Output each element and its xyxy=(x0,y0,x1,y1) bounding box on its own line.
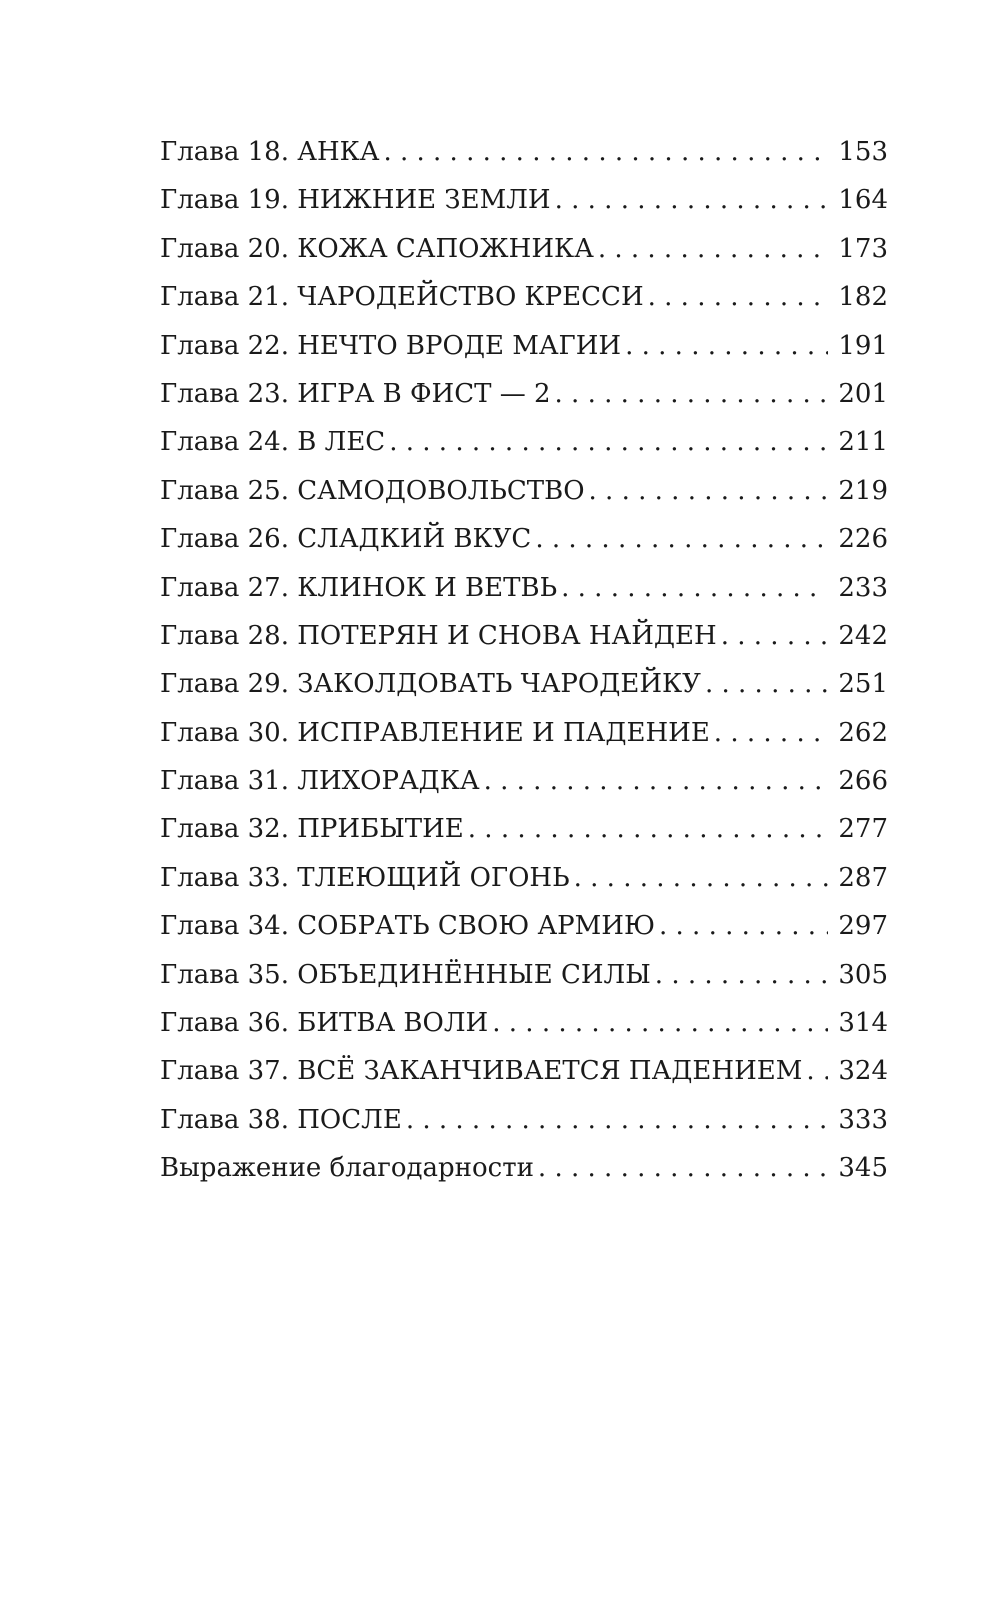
dot-leader xyxy=(535,515,828,563)
toc-entry xyxy=(160,273,888,321)
toc-page-number: 201 xyxy=(838,378,888,409)
toc-page-number: 324 xyxy=(838,1056,888,1087)
dot-leader xyxy=(648,273,829,321)
toc-entry xyxy=(160,1144,888,1192)
dot-leader xyxy=(655,951,829,999)
table-of-contents xyxy=(160,128,888,1193)
dot-leader xyxy=(389,418,828,466)
toc-entry xyxy=(160,1047,888,1095)
toc-page-number: 297 xyxy=(838,911,888,942)
toc-entry-title: Глава 37. ВСЁ ЗАКАНЧИВАЕТСЯ ПАДЕНИЕМ xyxy=(160,1056,803,1087)
toc-entry-title: Глава 28. ПОТЕРЯН И СНОВА НАЙДЕН xyxy=(160,620,717,651)
toc-page-number: 191 xyxy=(838,330,888,361)
toc-page-number: 277 xyxy=(838,814,888,845)
toc-page-number: 287 xyxy=(838,862,888,893)
toc-page-number: 333 xyxy=(838,1104,888,1135)
toc-entry-title: Глава 19. НИЖНИЕ ЗЕМЛИ xyxy=(160,185,551,216)
toc-entry xyxy=(160,854,888,902)
dot-leader xyxy=(806,1047,828,1095)
toc-entry xyxy=(160,225,888,273)
toc-entry xyxy=(160,902,888,950)
toc-entry-title: Глава 24. В ЛЕС xyxy=(160,427,386,458)
toc-entry xyxy=(160,757,888,805)
toc-entry xyxy=(160,805,888,853)
toc-entry-title: Глава 29. ЗАКОЛДОВАТЬ ЧАРОДЕЙКУ xyxy=(160,669,701,700)
toc-page-number: 153 xyxy=(838,137,888,167)
dot-leader xyxy=(538,1144,828,1192)
toc-page-number: 226 xyxy=(838,524,888,555)
toc-page-number: 314 xyxy=(838,1008,888,1039)
toc-entry xyxy=(160,660,888,708)
toc-entry-title: Глава 32. ПРИБЫТИЕ xyxy=(160,814,464,845)
toc-entry-title: Глава 25. САМОДОВОЛЬСТВО xyxy=(160,475,585,506)
toc-page-number: 173 xyxy=(838,233,888,264)
toc-entry xyxy=(160,467,888,515)
toc-page-number: 219 xyxy=(838,475,888,506)
toc-entry-title: Выражение благодарности xyxy=(160,1153,534,1184)
toc-entry-title: Глава 31. ЛИХОРАДКА xyxy=(160,766,480,797)
toc-page-number: 262 xyxy=(838,717,888,748)
dot-leader xyxy=(659,902,828,950)
dot-leader xyxy=(555,370,829,418)
toc-entry-title: Глава 36. БИТВА ВОЛИ xyxy=(160,1008,489,1039)
dot-leader xyxy=(492,999,828,1047)
toc-entry-title: Глава 33. ТЛЕЮЩИЙ ОГОНЬ xyxy=(160,862,570,893)
toc-entry xyxy=(160,128,888,176)
toc-page-number: 164 xyxy=(838,185,888,216)
toc-entry-title: Глава 18. АНКА xyxy=(160,137,380,167)
toc-entry-title: Глава 27. КЛИНОК И ВЕТВЬ xyxy=(160,572,558,603)
toc-entry-title: Глава 22. НЕЧТО ВРОДЕ МАГИИ xyxy=(160,330,622,361)
toc-page-number: 345 xyxy=(838,1153,888,1184)
toc-entry xyxy=(160,322,888,370)
toc-entry xyxy=(160,515,888,563)
toc-page-number: 182 xyxy=(838,282,888,313)
toc-entry-title: Глава 30. ИСПРАВЛЕНИЕ И ПАДЕНИЕ xyxy=(160,717,710,748)
toc-entry xyxy=(160,709,888,757)
toc-entry xyxy=(160,176,888,224)
dot-leader xyxy=(484,757,829,805)
toc-page-number: 251 xyxy=(838,669,888,700)
dot-leader xyxy=(383,128,828,176)
dot-leader xyxy=(705,660,828,708)
toc-entry-title: Глава 20. КОЖА САПОЖНИКА xyxy=(160,233,594,264)
dot-leader xyxy=(406,1096,829,1144)
dot-leader xyxy=(714,709,829,757)
toc-entry xyxy=(160,999,888,1047)
dot-leader xyxy=(625,322,828,370)
toc-entry xyxy=(160,370,888,418)
toc-entry xyxy=(160,418,888,466)
toc-entry-title: Глава 38. ПОСЛЕ xyxy=(160,1104,402,1135)
toc-entry-title: Глава 21. ЧАРОДЕЙСТВО КРЕССИ xyxy=(160,282,644,313)
toc-entry-title: Глава 35. ОБЪЕДИНЁННЫЕ СИЛЫ xyxy=(160,959,651,990)
toc-page-number: 242 xyxy=(838,620,888,651)
toc-entry-title: Глава 26. СЛАДКИЙ ВКУС xyxy=(160,524,532,555)
dot-leader xyxy=(598,225,829,273)
toc-page-number: 233 xyxy=(838,572,888,603)
toc-entry xyxy=(160,1096,888,1144)
dot-leader xyxy=(574,854,829,902)
toc-entry xyxy=(160,951,888,999)
dot-leader xyxy=(721,612,829,660)
dot-leader xyxy=(589,467,829,515)
toc-entry-title: Глава 23. ИГРА В ФИСТ — 2 xyxy=(160,378,551,409)
toc-page-number: 266 xyxy=(838,766,888,797)
dot-leader xyxy=(468,805,829,853)
toc-entry xyxy=(160,564,888,612)
toc-entry xyxy=(160,612,888,660)
toc-page-number: 305 xyxy=(838,959,888,990)
dot-leader xyxy=(555,176,829,224)
dot-leader xyxy=(561,564,828,612)
toc-entry-title: Глава 34. СОБРАТЬ СВОЮ АРМИЮ xyxy=(160,911,655,942)
toc-page-number: 211 xyxy=(838,427,888,458)
